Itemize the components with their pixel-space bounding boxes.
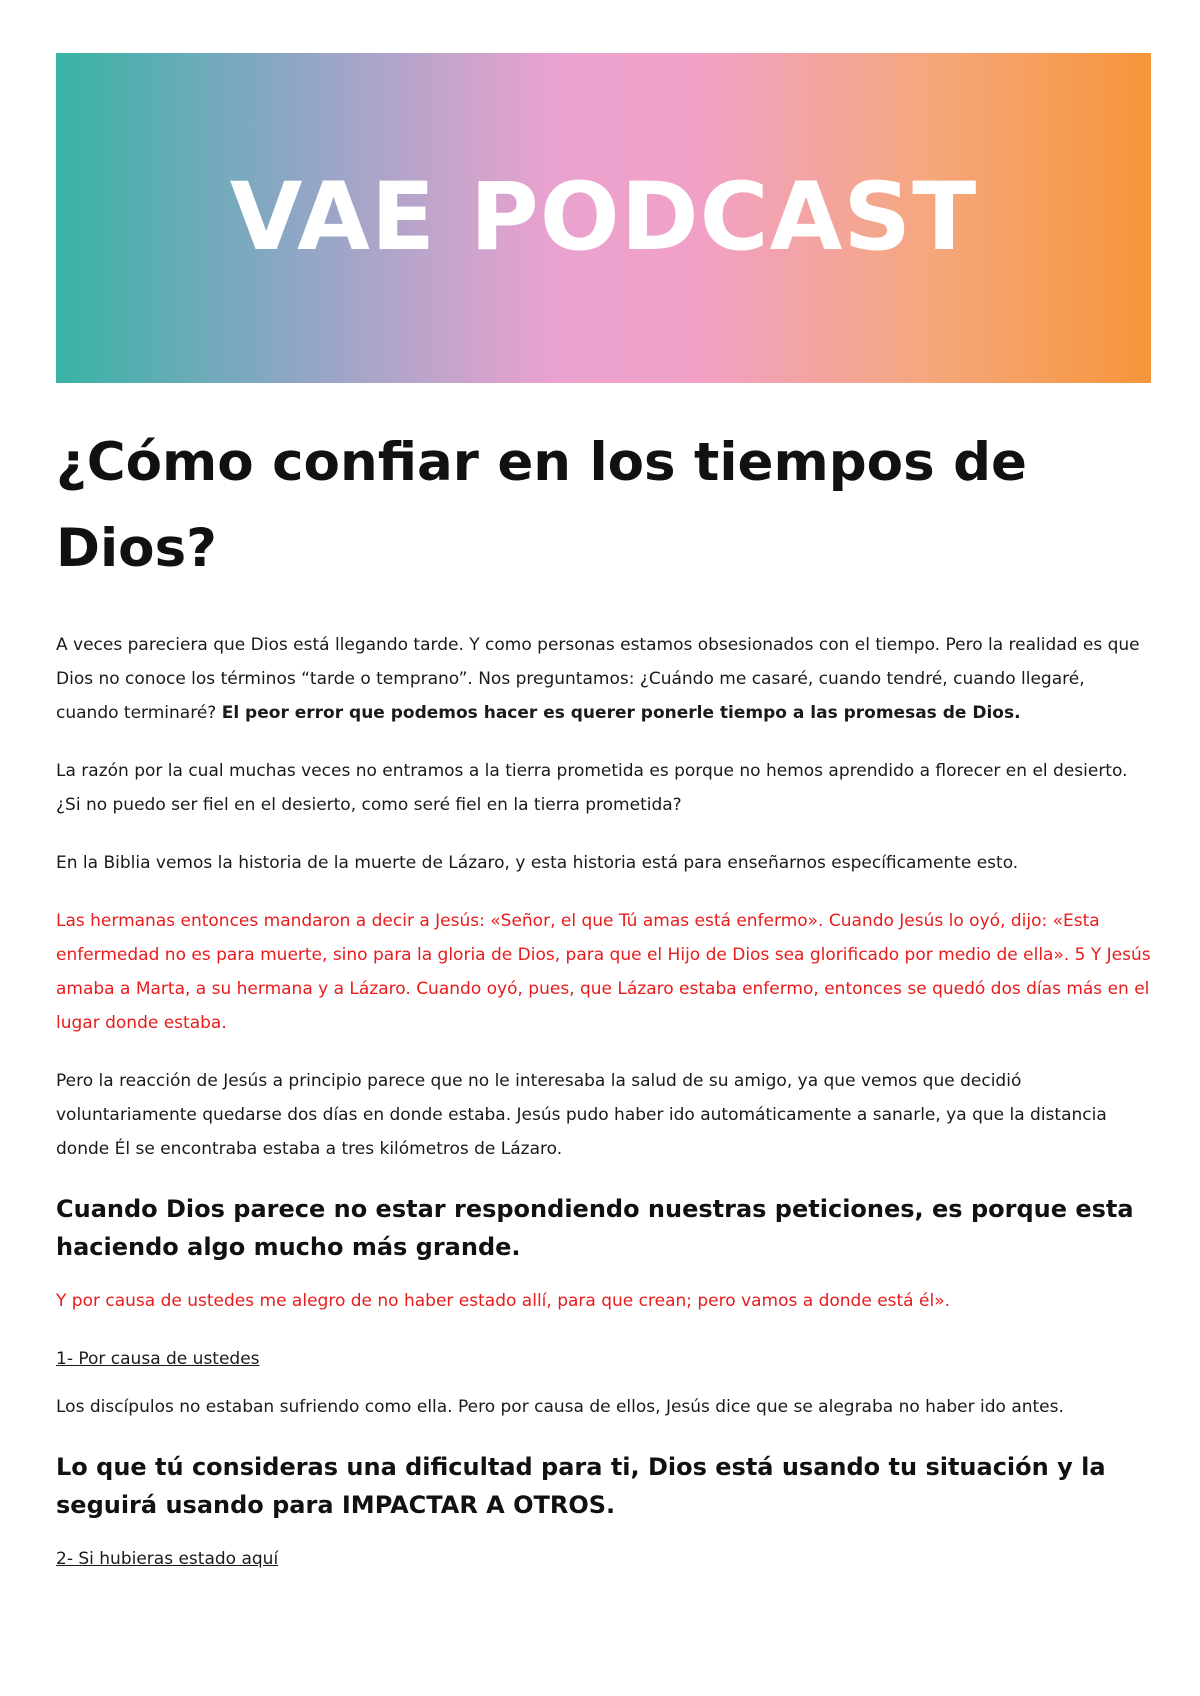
section-heading-1: Cuando Dios parece no estar respondiendo nuestras peticiones, es porque esta haciendo algo mucho más grande. — [56, 1195, 1134, 1261]
paragraph-intro — [56, 628, 1151, 730]
bible-quote-2: Y por causa de ustedes me alegro de no haber estado allí, para que crean; pero vamos a donde está él». — [56, 1291, 950, 1311]
paragraph-reaction: Pero la reacción de Jesús a principio parece que no le interesaba la salud de su amigo, ya que vemos que decidió voluntariamente quedarse dos días en donde estaba. Jesús pudo haber ido automáticamente a sanarle, ya que la distancia donde Él se encontraba estaba a tres kilómetros de Lázaro. — [56, 1071, 1107, 1159]
article — [56, 420, 1151, 1590]
paragraph-intro-bold: El peor error que podemos hacer es querer ponerle tiempo a las promesas de Dios. — [221, 703, 1021, 723]
paragraph-intro-text: A veces pareciera que Dios está llegando tarde. Y como personas estamos obsesionados con el tiempo. Pero la realidad es que Dios no conoce los términos “tarde o temprano”. Nos preguntamos: ¿Cuándo me casaré, cuando tendré, cuando llegaré, cuando terminaré? — [56, 635, 1140, 723]
paragraph-lazarus: En la Biblia vemos la historia de la muerte de Lázaro, y esta historia está para enseñarnos específicamente esto. — [56, 853, 1019, 873]
section-heading-2: Lo que tú consideras una dificultad para ti, Dios está usando tu situación y la seguirá usando para IMPACTAR A OTROS. — [56, 1453, 1106, 1519]
article-title: ¿Cómo confiar en los tiempos de Dios? — [56, 432, 1027, 579]
bible-quote-1: Las hermanas entonces mandaron a decir a Jesús: «Señor, el que Tú amas está enfermo». Cuando Jesús lo oyó, dijo: «Esta enfermedad no es para muerte, sino para la gloria de Dios, para que el Hijo de Dios sea glorificado por medio de ella». 5 Y Jesús amaba a Marta, a su hermana y a Lázaro. Cuando oyó, pues, que Lázaro estaba enfermo, entonces se quedó dos días más en el lugar donde estaba. — [56, 911, 1151, 1033]
podcast-banner — [56, 53, 1151, 383]
paragraph-desert: La razón por la cual muchas veces no entramos a la tierra prometida es porque no hemos aprendido a florecer en el desierto. ¿Si no puedo ser fiel en el desierto, como seré fiel en la tierra prometida? — [56, 761, 1128, 815]
banner-title: VAE PODCAST — [229, 163, 978, 272]
subsection-2: 2- Si hubieras estado aquí — [56, 1549, 279, 1569]
subsection-1: 1- Por causa de ustedes — [56, 1349, 260, 1369]
paragraph-disciples: Los discípulos no estaban sufriendo como ella. Pero por causa de ellos, Jesús dice que se alegraba no haber ido antes. — [56, 1397, 1064, 1417]
